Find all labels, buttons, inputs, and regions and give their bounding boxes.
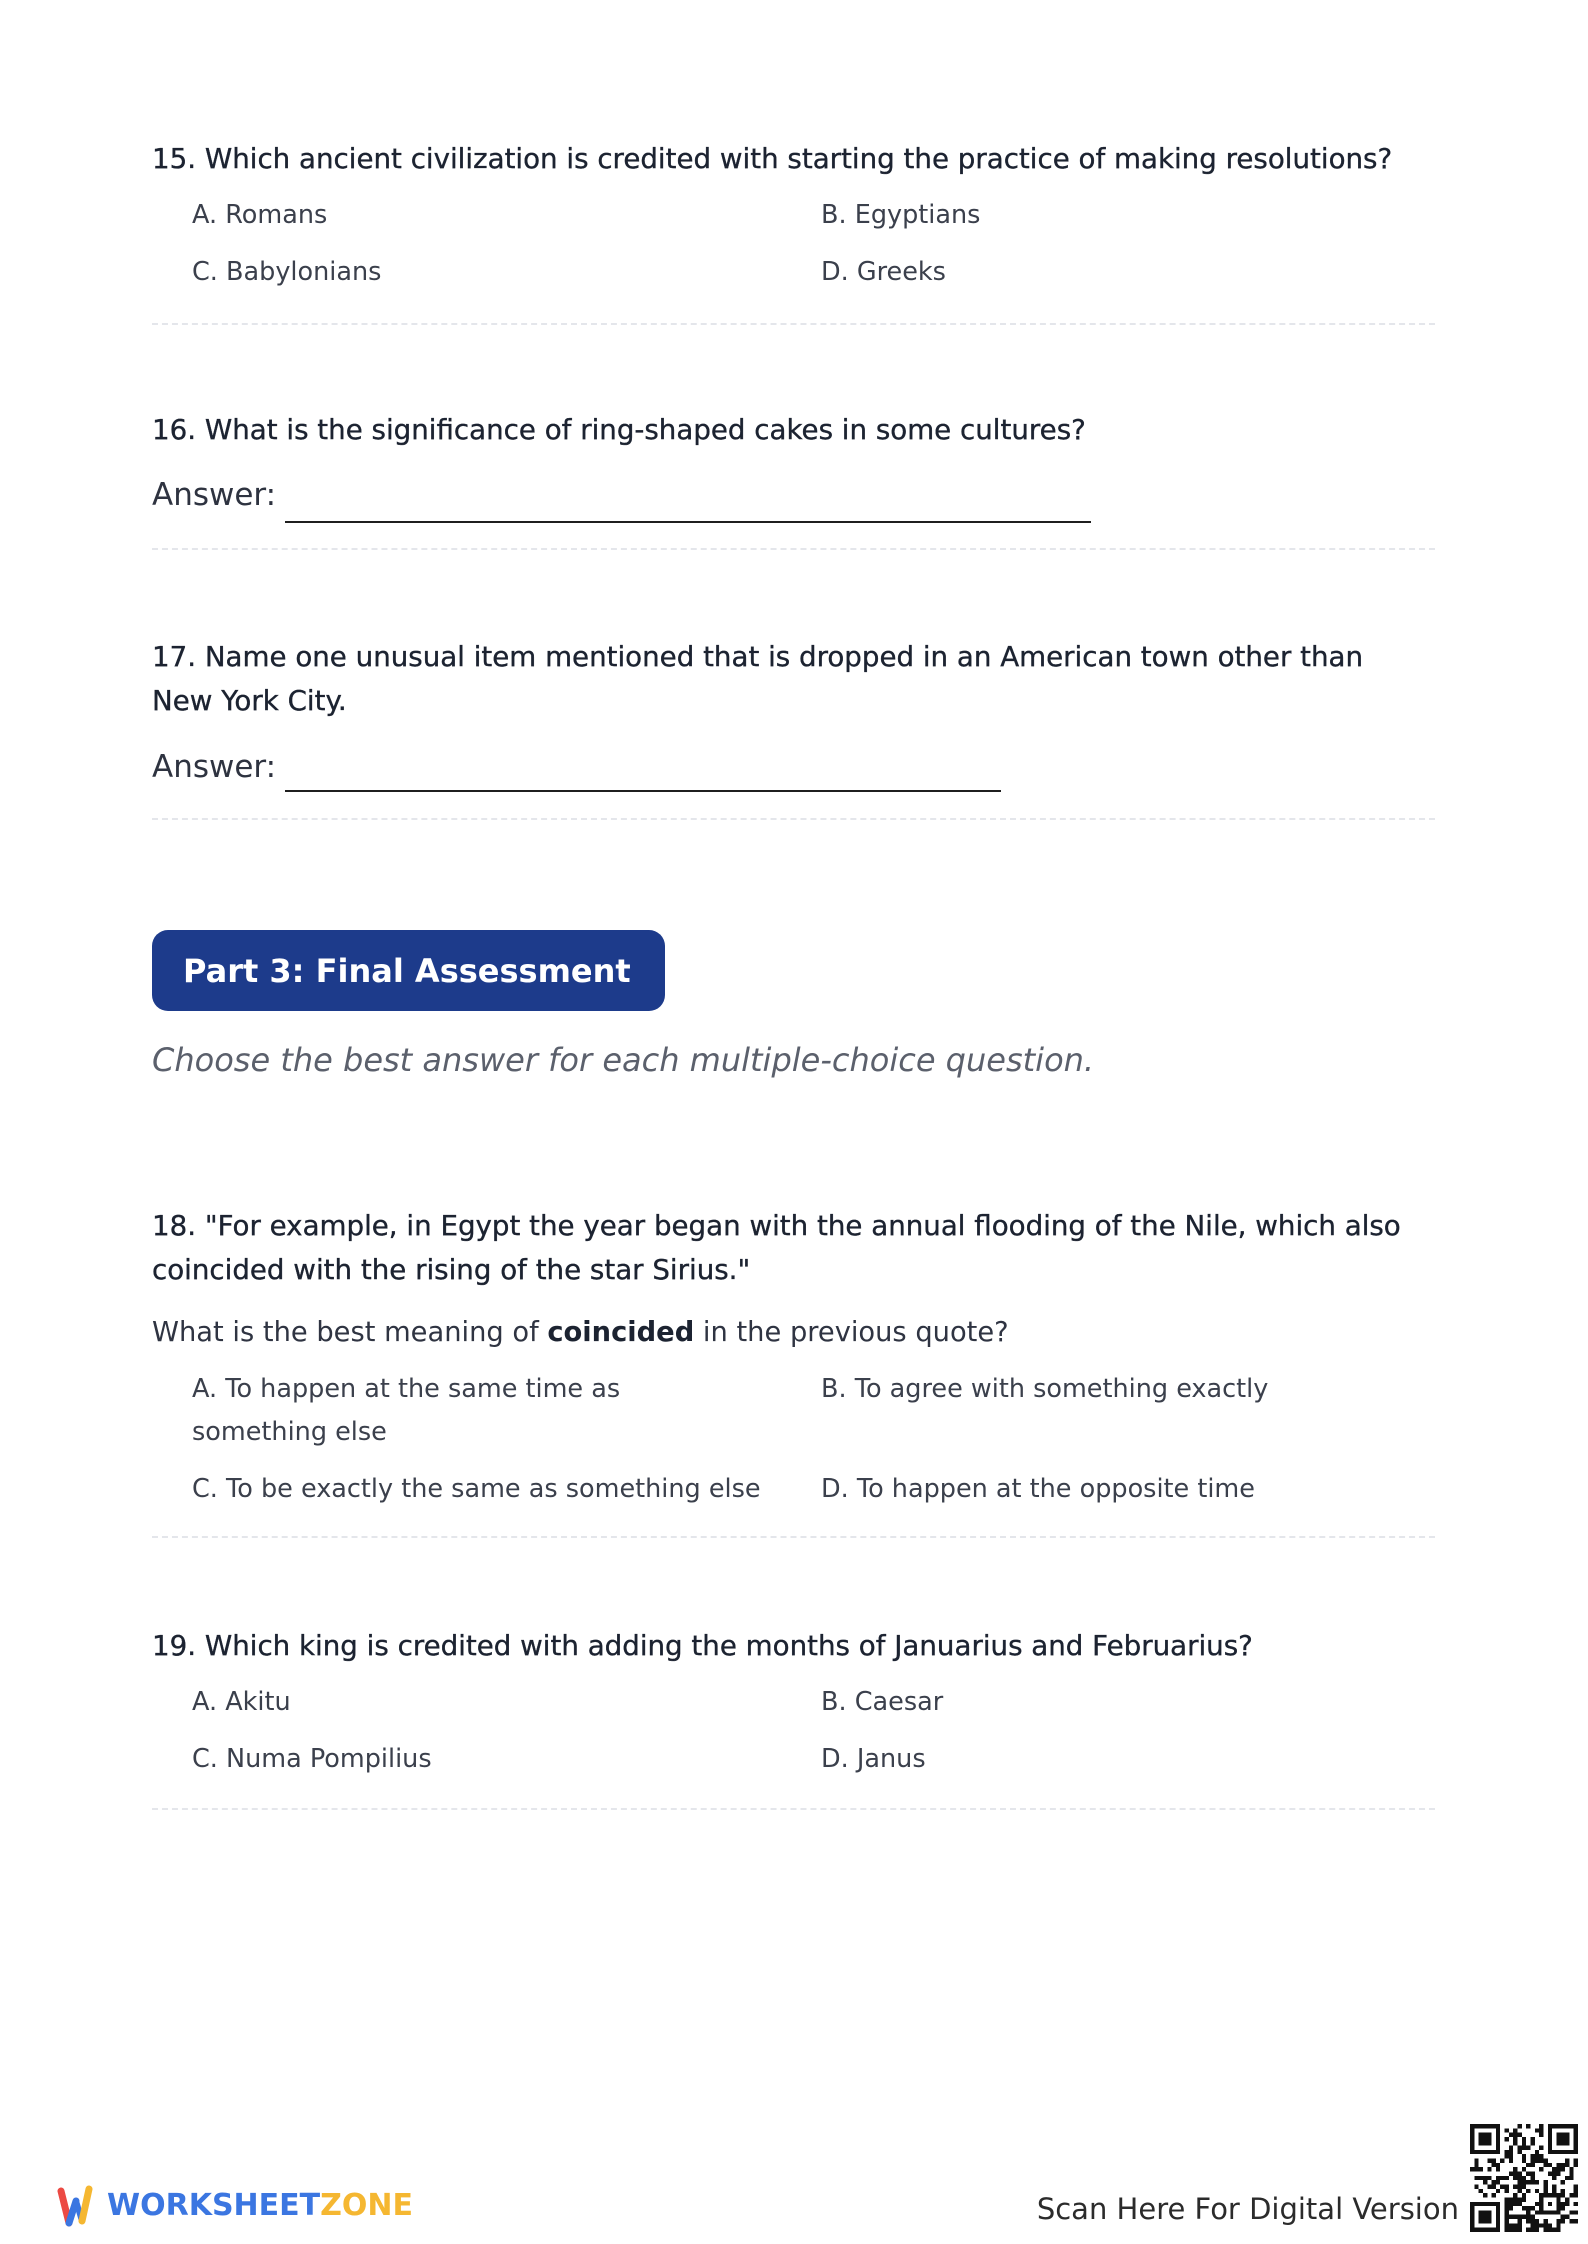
question-19-option-a: A. Akitu [192,1687,291,1717]
brand-wordmark-part2: ZONE [320,2188,413,2223]
question-19-text: 19. Which king is credited with adding the months of Januarius and Februarius? [152,1629,1253,1662]
question-divider [152,1808,1435,1810]
question-19-option-b: B. Caesar [821,1687,944,1717]
brand-wordmark-part1: WORKSHEET [107,2188,321,2223]
question-15-text: 15. Which ancient civilization is credited with starting the practice of making resolutions? [152,142,1393,175]
question-19 [152,1624,1435,1781]
question-16-text: 16. What is the significance of ring-shaped cakes in some cultures? [152,413,1086,446]
question-18-keyword: coincided [547,1317,695,1348]
question-15 [152,137,1435,294]
question-18-option-a: A. To happen at the same time as something else [192,1374,621,1447]
question-19-option-d: D. Janus [821,1744,926,1774]
question-17-answer-label: Answer: [152,749,277,785]
question-19-option-c: C. Numa Pompilius [192,1744,432,1774]
question-divider [152,548,1435,550]
part-3-section-badge [152,930,665,1011]
question-19-options [192,1681,1435,1781]
question-17-answer-blank[interactable] [285,790,1001,792]
question-18-prompt [152,1311,1435,1355]
question-17-text: 17. Name one unusual item mentioned that is dropped in an American town other than New York City. [152,640,1364,717]
question-18-option-b: B. To agree with something exactly [821,1374,1269,1404]
question-15-option-a: A. Romans [192,200,328,230]
question-divider [152,1536,1435,1538]
question-18-option-d: D. To happen at the opposite time [821,1474,1255,1504]
qr-code-icon [1470,2124,1578,2232]
part-3-title: Part 3: Final Assessment [183,951,631,990]
question-18-prompt-end: in the previous quote? [694,1317,1009,1348]
question-18-prompt-start: What is the best meaning of [152,1317,548,1348]
question-18 [152,1204,1435,1511]
question-15-options [192,194,1435,294]
question-15-option-b: B. Egyptians [821,200,981,230]
question-18-options [192,1368,1435,1511]
question-15-option-c: C. Babylonians [192,257,382,287]
question-16-answer-blank[interactable] [285,521,1091,523]
question-16-answer-label: Answer: [152,477,277,513]
part-3-instruction: Choose the best answer for each multiple-choice question. [152,1041,1095,1079]
worksheetzone-w-logo-icon [57,2182,93,2230]
scan-instruction: Scan Here For Digital Version [1036,2192,1459,2226]
question-divider [152,323,1435,325]
brand-wordmark [107,2186,413,2226]
question-17 [152,635,1435,723]
question-divider [152,818,1435,820]
question-18-quote: 18. "For example, in Egypt the year began with the annual flooding of the Nile, which also coincided with the rising of the star Sirius." [152,1209,1401,1286]
question-15-option-d: D. Greeks [821,257,946,287]
worksheetzone-logo [57,2181,413,2231]
question-16 [152,408,1435,452]
question-18-option-c: C. To be exactly the same as something else [192,1474,761,1504]
